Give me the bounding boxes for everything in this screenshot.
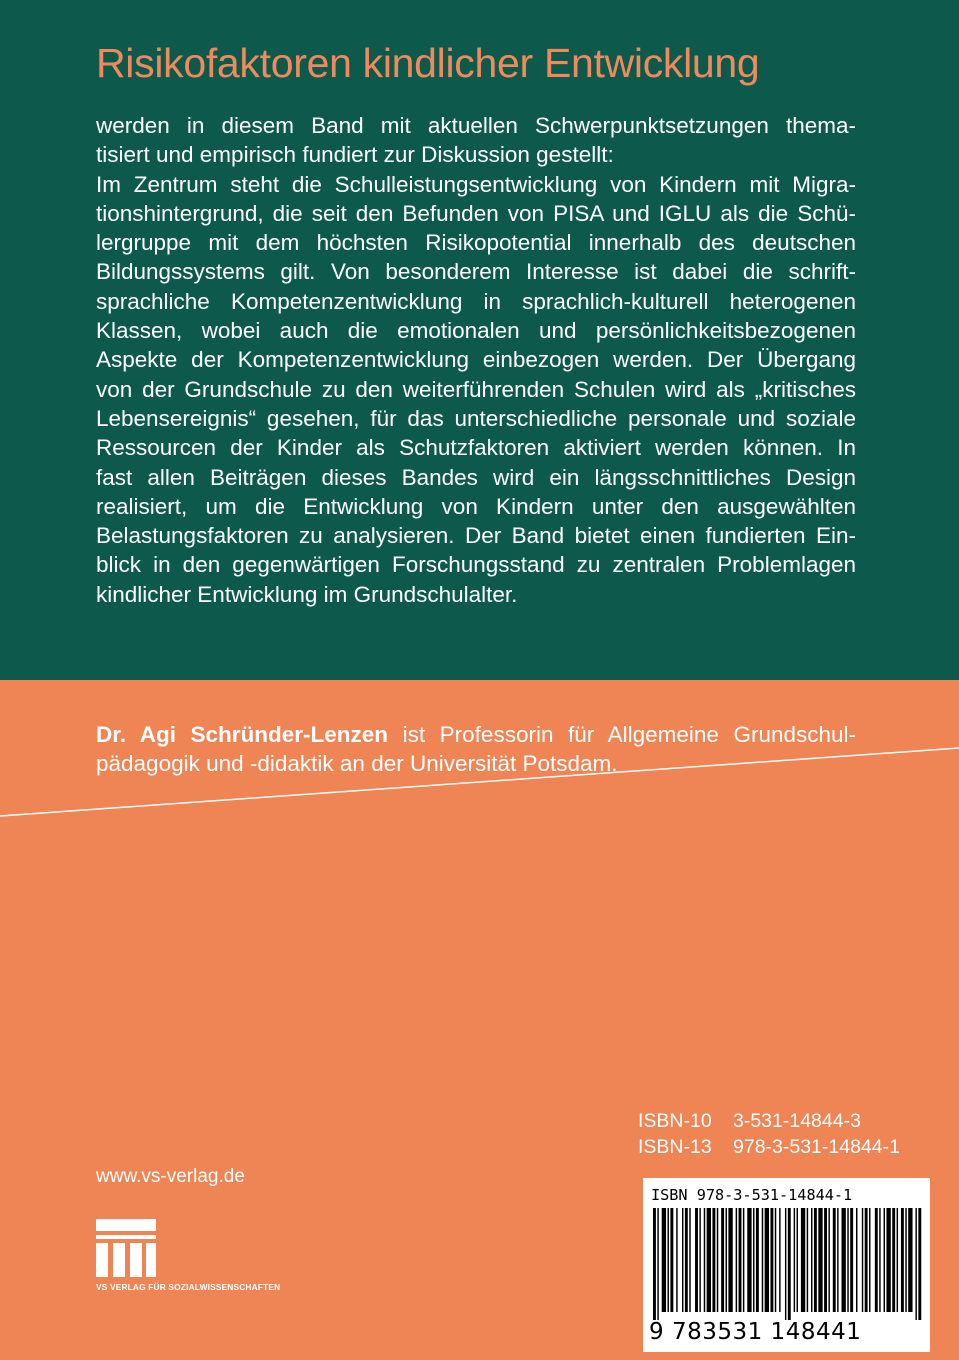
blurb-line: Lebensereignis“ gesehen, für das unterschiedliche personale und soziale (96, 405, 856, 431)
barcode-bar (824, 1208, 827, 1312)
isbn-info (638, 1108, 900, 1160)
barcode-bar (689, 1208, 690, 1312)
barcode-bar (865, 1208, 868, 1312)
barcode-bar (704, 1208, 705, 1312)
blurb-line: kindlicher Entwicklung im Grundschulalter. (96, 581, 518, 607)
publisher-website: www.vs-verlag.de (96, 1166, 245, 1187)
isbn10-label: ISBN-10 (638, 1110, 712, 1132)
barcode-bar (785, 1208, 786, 1320)
barcode-bar (918, 1208, 921, 1320)
book-title: Risikofaktoren kindlicher Entwicklung (96, 40, 760, 86)
barcode-bar (739, 1208, 742, 1312)
barcode-bar (762, 1208, 763, 1312)
blurb-line: Aspekte der Kompetenzentwicklung einbezogen werden. Der Übergang (96, 347, 856, 373)
publisher-name: VS VERLAG FÜR SOZIALWISSENSCHAFTEN (96, 1282, 281, 1292)
barcode-bar (794, 1208, 795, 1312)
barcode-bar (879, 1208, 880, 1312)
barcode-bar (847, 1208, 848, 1312)
blurb-line: realisiert, um die Entwicklung von Kindern unter den ausgewählten (96, 493, 856, 519)
isbn13-value: 978-3-531-14844-1 (733, 1136, 900, 1158)
barcode-bar (833, 1208, 836, 1312)
barcode-bar (775, 1208, 776, 1312)
barcode-bar (807, 1208, 808, 1312)
barcode-bar (726, 1208, 727, 1312)
barcode-bar (662, 1208, 666, 1312)
barcode-bar (779, 1208, 780, 1312)
barcode-bar (743, 1208, 744, 1312)
barcode-bar (811, 1208, 812, 1312)
barcode-bar (653, 1208, 656, 1320)
barcode-bar (717, 1208, 718, 1312)
barcode-isbn-text: ISBN 978-3-531-14844-1 (651, 1186, 853, 1204)
blurb-line: tionshintergrund, die seit den Befunden von PISA und IGLU als die Schü- (96, 200, 856, 226)
author-description-part-1: ist Professorin für Allgemeine Grundschul- (388, 722, 857, 747)
barcode-bar (886, 1208, 890, 1312)
publisher-logo-icon (96, 1219, 156, 1277)
barcode-bar (668, 1208, 669, 1312)
blurb-line: Im Zentrum steht die Schulleistungsentwicklung von Kindern mit Migra- (96, 171, 856, 197)
barcode-bar (721, 1208, 724, 1312)
blurb-line: sprachliche Kompetenzentwicklung in sprachlich-kulturell heterogenen (96, 288, 856, 314)
barcode-bar (707, 1208, 711, 1312)
barcode-bar (892, 1208, 895, 1312)
barcode-bar (856, 1208, 857, 1312)
blurb-line: Ressourcen der Kinder als Schutzfaktoren aktiviert werden können. In (96, 435, 856, 461)
barcode-bar (897, 1208, 898, 1312)
barcode-bar (842, 1208, 846, 1312)
author-info (96, 720, 856, 779)
barcode-bar (682, 1208, 683, 1312)
barcode-bar (765, 1208, 769, 1312)
barcode-bar (712, 1208, 715, 1312)
author-line-1 (96, 720, 856, 749)
barcode-bar (901, 1208, 904, 1312)
barcode-bar (728, 1208, 732, 1312)
blurb-line: Belastungsfaktoren zu analysieren. Der Band bietet einen fundierten Ein- (96, 523, 856, 549)
barcode-bar (699, 1208, 700, 1312)
barcode-bars (651, 1208, 922, 1320)
barcode-bar (915, 1208, 916, 1320)
blurb-line: lergruppe mit dem höchsten Risikopotential innerhalb des deutschen (96, 230, 856, 256)
barcode-number: 9 783531 148441 (649, 1319, 862, 1345)
barcode-bar (695, 1208, 698, 1312)
barcode (643, 1178, 930, 1352)
barcode-bar (657, 1208, 658, 1320)
barcode-bar (837, 1208, 838, 1312)
barcode-bar (753, 1208, 754, 1312)
barcode-bar (869, 1208, 870, 1312)
barcode-bar (797, 1208, 798, 1312)
blurb-line: von der Grundschule zu den weiterführenden Schulen wird als „kritisches (96, 376, 856, 402)
isbn13-label: ISBN-13 (638, 1136, 712, 1158)
author-name: Dr. Agi Schründer-Lenzen (96, 722, 389, 747)
blurb-line: werden in diesem Band mit aktuellen Schwerpunktsetzungen thema- (96, 113, 856, 138)
barcode-bar (908, 1208, 912, 1312)
barcode-bar (676, 1208, 677, 1312)
barcode-bar (905, 1208, 906, 1312)
barcode-bar (670, 1208, 673, 1312)
barcode-bar (818, 1208, 822, 1312)
barcode-bar (884, 1208, 885, 1312)
barcode-bar (756, 1208, 759, 1312)
barcode-bar (747, 1208, 751, 1312)
blurb-text (96, 111, 856, 609)
barcode-bar (850, 1208, 853, 1312)
blurb-line: Bildungssystems gilt. Von besonderem Interesse ist dabei die schrift- (96, 259, 856, 285)
isbn10-value: 3-531-14844-3 (733, 1110, 861, 1132)
author-line-2: pädagogik und -didaktik an der Universität Potsdam. (96, 751, 618, 777)
barcode-bar (685, 1208, 688, 1312)
barcode-bar (862, 1208, 863, 1312)
barcode-bar (788, 1208, 791, 1320)
barcode-bar (828, 1208, 829, 1312)
barcode-bar (875, 1208, 878, 1312)
barcode-bar (770, 1208, 773, 1312)
blurb-line: tisiert und empirisch fundiert zur Diskussion gestellt: (96, 142, 614, 168)
blurb-line: fast allen Beiträgen dieses Bandes wird ein längsschnittliches Design (96, 464, 856, 490)
blurb-line: Klassen, wobei auch die emotionalen und persönlichkeitsbezogenen (96, 318, 856, 344)
barcode-bar (736, 1208, 737, 1312)
blurb-line: blick in den gegenwärtigen Forschungsstand zu zentralen Problemlagen (96, 552, 856, 578)
barcode-bar (801, 1208, 805, 1312)
barcode-bar (814, 1208, 817, 1312)
